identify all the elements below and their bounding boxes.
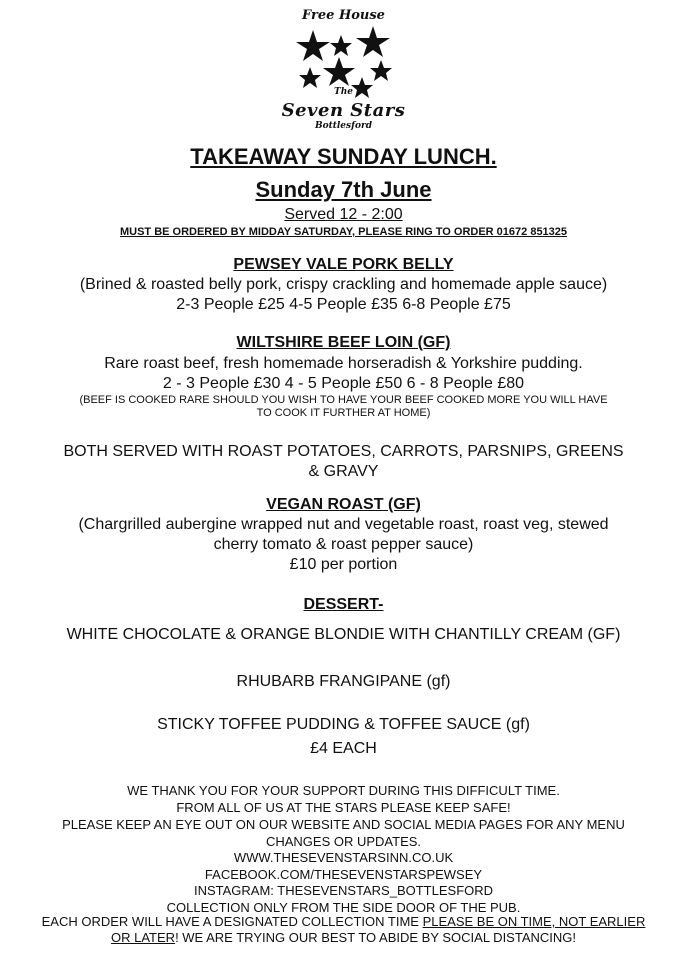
beef-note-line-1: (BEEF IS COOKED RARE SHOULD YOU WISH TO HAVE YOUR BEEF COOKED MORE YOU WILL HAVE <box>79 394 608 406</box>
footer-thanks: WE THANK YOU FOR YOUR SUPPORT DURING THIS DIFFICULT TIME. <box>127 783 560 798</box>
beef-title: WILTSHIRE BEEF LOIN (GF) <box>236 334 451 351</box>
dessert-title: DESSERT- <box>303 596 384 613</box>
pork-description: (Brined & roasted belly pork, crispy crackling and homemade apple sauce) <box>79 276 608 293</box>
vegan-description-2: cherry tomato & roast pepper sauce) <box>213 536 474 553</box>
footer-updates-2: CHANGES OR UPDATES. <box>265 834 422 849</box>
page-title: TAKEAWAY SUNDAY LUNCH. <box>190 144 497 169</box>
dessert-item-3: STICKY TOFFEE PUDDING & TOFFEE SAUCE (gf) <box>157 716 530 733</box>
star-icon <box>330 35 352 56</box>
dessert-item-2: RHUBARB FRANGIPANE (gf) <box>236 673 451 690</box>
star-icon <box>323 57 355 86</box>
pork-title: PEWSEY VALE PORK BELLY <box>233 256 454 273</box>
vegan-price: £10 per portion <box>289 556 398 573</box>
vegan-description-1: (Chargrilled aubergine wrapped nut and vegetable roast, roast veg, stewed <box>78 516 609 533</box>
footer-order-time-2 <box>0 930 687 945</box>
beef-prices: 2 - 3 People £30 4 - 5 People £50 6 - 8 People £80 <box>162 375 525 392</box>
footer-keep-safe: FROM ALL OF US AT THE STARS PLEASE KEEP SAFE! <box>176 800 511 815</box>
menu-date: Sunday 7th June <box>255 177 432 202</box>
footer-facebook-link[interactable]: FACEBOOK.COM/THESEVENSTARSPEWSEY <box>204 867 483 882</box>
footer-collection: COLLECTION ONLY FROM THE SIDE DOOR OF THE PUB. <box>166 900 521 915</box>
sides-line-2: & GRAVY <box>308 463 379 480</box>
sides-line-1: BOTH SERVED WITH ROAST POTATOES, CARROTS, PARSNIPS, GREENS <box>63 443 624 460</box>
vegan-title: VEGAN ROAST (GF) <box>266 496 421 513</box>
dessert-item-1: WHITE CHOCOLATE & ORANGE BLONDIE WITH CHANTILLY CREAM (GF) <box>66 626 621 643</box>
beef-description: Rare roast beef, fresh homemade horseradish & Yorkshire pudding. <box>104 355 583 372</box>
footer-order-warning-1: PLEASE BE ON TIME, NOT EARLIER <box>422 914 646 929</box>
star-icon <box>299 67 321 88</box>
footer-website-link[interactable]: WWW.THESEVENSTARSINN.CO.UK <box>233 850 454 865</box>
footer-order-text: EACH ORDER WILL HAVE A DESIGNATED COLLECTION TIME <box>41 914 423 929</box>
logo-the: The <box>334 87 353 97</box>
footer-updates-1: PLEASE KEEP AN EYE OUT ON OUR WEBSITE AND SOCIAL MEDIA PAGES FOR ANY MENU <box>62 817 625 832</box>
logo-name: Seven Stars <box>281 100 406 121</box>
star-icon <box>356 26 390 57</box>
beef-note-line-2: TO COOK IT FURTHER AT HOME) <box>256 407 431 419</box>
pub-logo <box>0 4 687 140</box>
star-icon <box>296 30 330 61</box>
footer-order-time-1 <box>0 914 687 929</box>
logo-town: Bottlesford <box>314 121 373 131</box>
footer-order-warning-2: OR LATER <box>111 930 176 945</box>
star-icon <box>370 60 392 81</box>
pork-prices: 2-3 People £25 4-5 People £35 6-8 People £75 <box>176 296 511 313</box>
dessert-price: £4 EACH <box>310 740 377 757</box>
footer-instagram-link[interactable]: INSTAGRAM: THESEVENSTARS_BOTTLESFORD <box>193 883 494 898</box>
order-notice: MUST BE ORDERED BY MIDDAY SATURDAY, PLEASE RING TO ORDER 01672 851325 <box>119 226 568 238</box>
footer-distancing: ! WE ARE TRYING OUR BEST TO ABIDE BY SOCIAL DISTANCING! <box>175 930 576 945</box>
served-times: Served 12 - 2:00 <box>284 206 403 223</box>
logo-free-house: Free House <box>302 8 385 23</box>
